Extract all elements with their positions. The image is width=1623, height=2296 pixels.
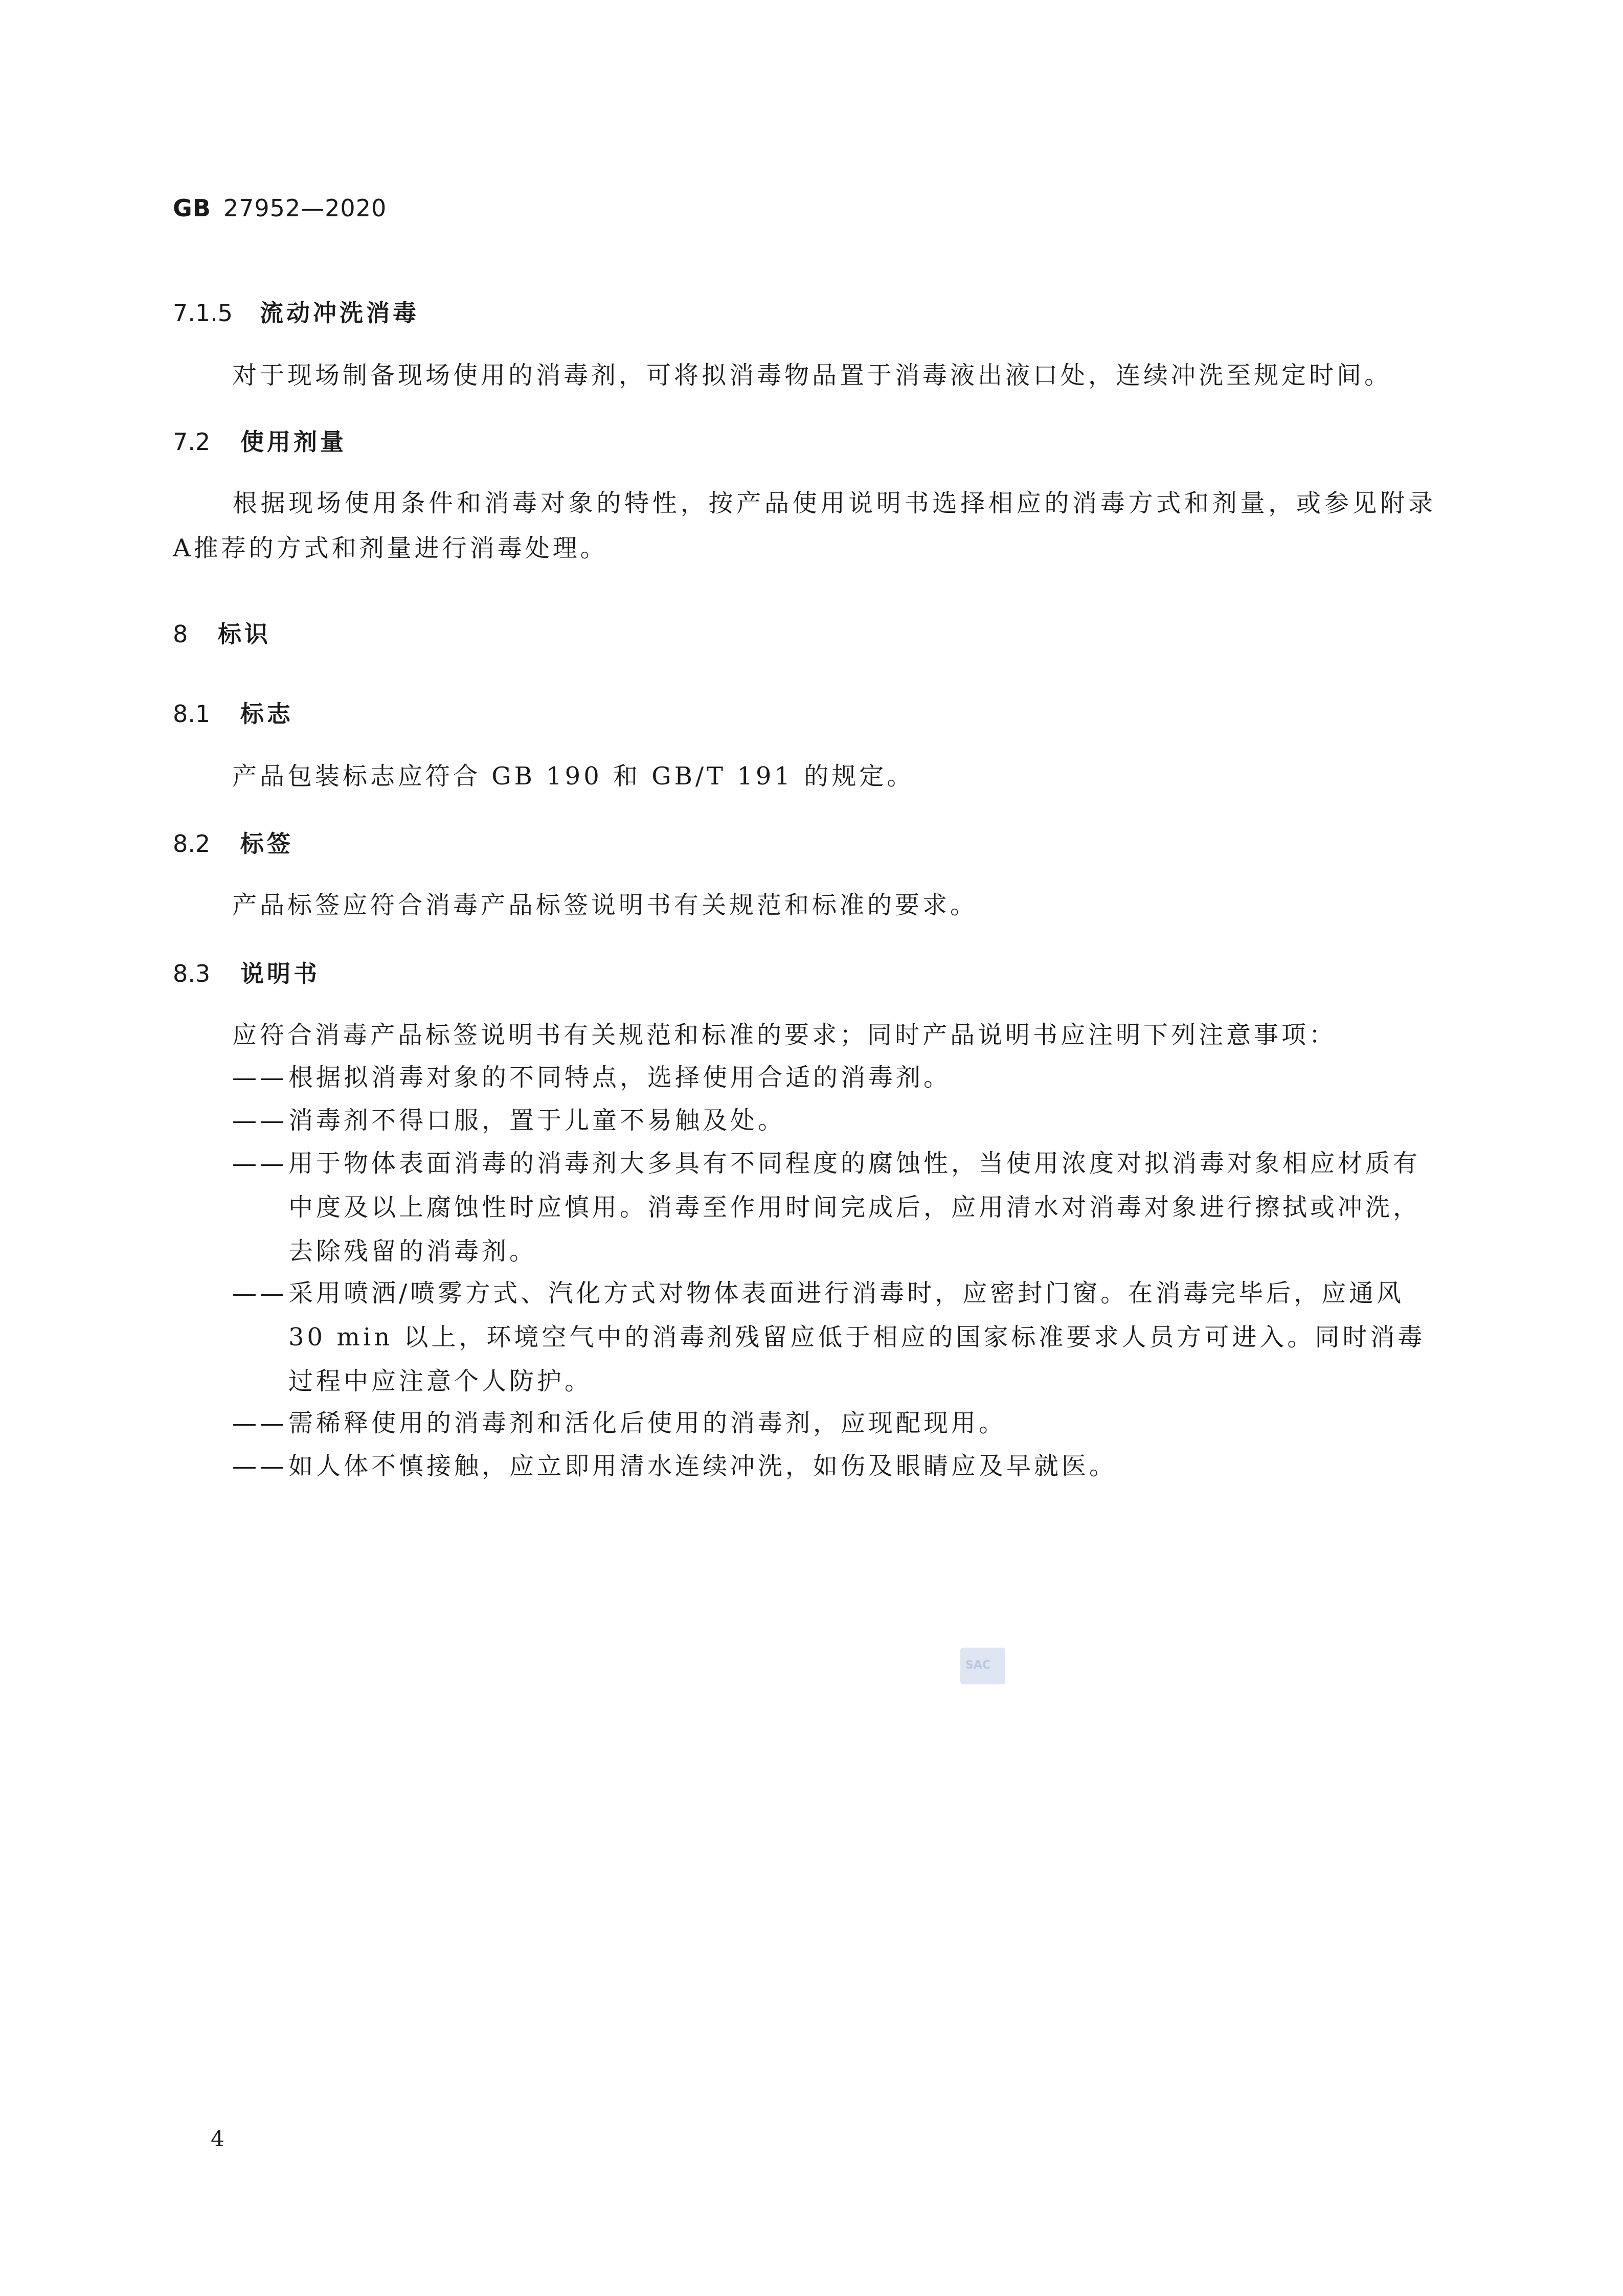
page-number: 4 <box>211 2126 224 2151</box>
list-item-text: 用于物体表面消毒的消毒剂大多具有不同程度的腐蚀性，当使用浓度对拟消毒对象相应材质有中度及以上腐蚀性时应慎用。消毒至作用时间完成后，应用清水对消毒对象进行擦拭或冲洗，去除残留的消毒剂。 <box>288 1149 1421 1266</box>
section-body-7-1-5 <box>173 353 1436 398</box>
section-heading-8 <box>173 616 271 649</box>
watermark-text: SAC <box>965 1659 991 1672</box>
list-dash: —— <box>232 1063 287 1092</box>
standard-prefix: GB <box>173 194 211 222</box>
section-number: 7.1.5 <box>173 299 233 327</box>
section-heading-7-2 <box>173 423 347 457</box>
list-item <box>232 1271 1436 1403</box>
list-dash: —— <box>232 1106 287 1135</box>
section-number: 8.1 <box>173 700 211 728</box>
list-dash: —— <box>232 1409 287 1437</box>
list-item-text: 消毒剂不得口服，置于儿童不易触及处。 <box>288 1106 786 1135</box>
list-item-text: 采用喷洒/喷雾方式、汽化方式对物体表面进行消毒时，应密封门窗。在消毒完毕后，应通风30 min 以上，环境空气中的消毒剂残留应低于相应的国家标准要求人员方可进入。同时消毒过程中应注意个人防护。 <box>288 1279 1426 1395</box>
list-item-text: 根据拟消毒对象的不同特点，选择使用合适的消毒剂。 <box>288 1063 952 1092</box>
watermark-logo <box>960 1648 1005 1684</box>
list-item <box>232 1401 1436 1445</box>
section-heading-8-2 <box>173 825 294 859</box>
list-dash: —— <box>232 1149 287 1178</box>
section-body-8-3 <box>173 1012 1436 1057</box>
standard-code <box>173 194 387 222</box>
section-title: 流动冲洗消毒 <box>260 299 419 327</box>
section-number: 8 <box>173 620 188 648</box>
paragraph-text: 应符合消毒产品标签说明书有关规范和标准的要求；同时产品说明书应注明下列注意事项： <box>232 1021 1337 1049</box>
list-item <box>232 1098 1436 1142</box>
section-body-8-1 <box>173 754 1436 799</box>
section-heading-7-1-5 <box>173 295 419 328</box>
paragraph-text: 产品标签应符合消毒产品标签说明书有关规范和标准的要求。 <box>232 891 978 919</box>
section-title: 标识 <box>218 620 271 648</box>
standard-number: 27952—2020 <box>223 194 387 222</box>
section-heading-8-1 <box>173 695 294 729</box>
section-title: 标志 <box>240 700 294 728</box>
paragraph-text: 产品包装标志应符合 GB 190 和 GB/T 191 的规定。 <box>232 762 915 791</box>
list-item <box>232 1055 1436 1099</box>
list-item <box>232 1141 1436 1273</box>
section-title: 标签 <box>240 830 294 858</box>
paragraph-text: 对于现场制备现场使用的消毒剂，可将拟消毒物品置于消毒液出液口处，连续冲洗至规定时间。 <box>232 361 1392 390</box>
list-dash: —— <box>232 1452 287 1480</box>
list-dash: —— <box>232 1279 287 1308</box>
section-number: 7.2 <box>173 428 211 456</box>
list-item <box>232 1444 1436 1488</box>
section-number: 8.2 <box>173 830 211 858</box>
list-item-text: 需稀释使用的消毒剂和活化后使用的消毒剂，应现配现用。 <box>288 1409 1007 1437</box>
section-body-7-2 <box>173 481 1436 571</box>
list-item-text: 如人体不慎接触，应立即用清水连续冲洗，如伤及眼睛应及早就医。 <box>288 1452 1117 1480</box>
section-number: 8.3 <box>173 960 211 987</box>
section-heading-8-3 <box>173 955 320 989</box>
section-body-8-2 <box>173 883 1436 928</box>
section-title: 说明书 <box>240 960 320 987</box>
section-title: 使用剂量 <box>240 428 347 456</box>
paragraph-text: 根据现场使用条件和消毒对象的特性，按产品使用说明书选择相应的消毒方式和剂量，或参见附录A推荐的方式和剂量进行消毒处理。 <box>173 489 1436 562</box>
